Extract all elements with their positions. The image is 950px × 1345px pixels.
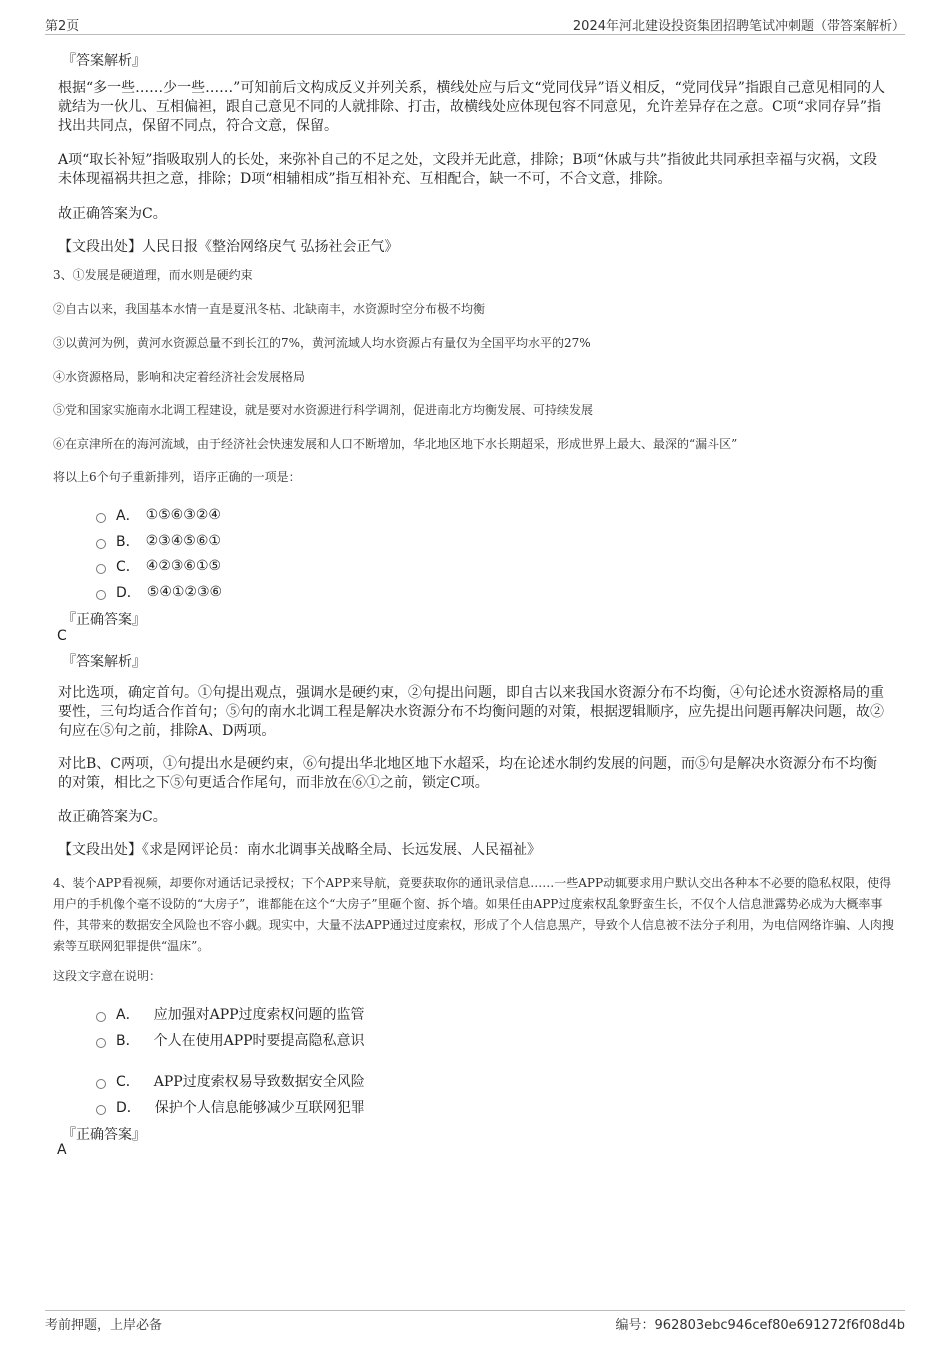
q2-conclusion: 故正确答案为C。 [58,206,167,222]
header-divider [45,34,905,35]
q2-analysis-paragraph-2: A项“取长补短”指吸取别人的长处，来弥补自己的不足之处，文段并无此意，排除；B项“休戚与共”指彼此共同承担幸福与灾祸，文段未体现福祸共担之意，排除；D项“相辅相成”指互相补充、互相配合，缺一不可，不合文意，排除。 [58,152,878,187]
footer-document-id: 编号：962803ebc946cef80e691272f6f08d4b [615,1318,905,1333]
q3-analysis-paragraph-2: 对比B、C两项，①句提出水是硬约束，⑥句提出华北地区地下水超采，均在论述水制约发展的问题，而⑤句是解决水资源分布不均衡的对策，相比之下⑤句更适合作尾句，而非放在⑥①之前，锁定C项。 [58,756,877,791]
q3-prompt: 将以上6个句子重新排列，语序正确的一项是： [53,470,301,484]
radio-icon[interactable] [96,1038,106,1048]
q3-conclusion: 故正确答案为C。 [58,809,167,825]
document-title: 2024年河北建设投资集团招聘笔试冲刺题（带答案解析） [572,19,905,34]
page-number: 第2页 [45,19,80,34]
q3-option-d[interactable]: D． ⑤④①②③⑥ [96,582,222,602]
q3-sentence-2: ②自古以来，我国基本水情一直是夏汛冬枯、北缺南丰，水资源时空分布极不均衡 [53,302,486,316]
q3-sentence-6: ⑥在京津所在的海河流域，由于经济社会快速发展和人口不断增加，华北地区地下水长期超采，形成世界上最大、最深的“漏斗区” [53,437,738,451]
q3-sentence-1: 3、①发展是硬道理，而水则是硬约束 [53,268,253,282]
q3-analysis-tag: 『答案解析』 [62,654,146,670]
q4-option-d[interactable]: D． 保护个人信息能够减少互联网犯罪 [96,1097,365,1117]
q4-option-a[interactable]: A． 应加强对APP过度索权问题的监管 [96,1004,365,1024]
q4-answer: A [57,1142,67,1158]
q3-source: 【文段出处】《求是网评论员：南水北调事关战略全局、长远发展、人民福祉》 [58,842,541,858]
footer-slogan: 考前押题，上岸必备 [45,1318,163,1333]
radio-icon[interactable] [96,590,106,600]
q4-option-b[interactable]: B． 个人在使用APP时要提高隐私意识 [96,1030,365,1050]
q4-answer-tag: 『正确答案』 [62,1127,146,1143]
radio-icon[interactable] [96,539,106,549]
q3-answer-tag: 『正确答案』 [62,612,146,628]
radio-icon[interactable] [96,1105,106,1115]
radio-icon[interactable] [96,564,106,574]
q3-option-c[interactable]: C． ④②③⑥①⑤ [96,556,221,576]
radio-icon[interactable] [96,1012,106,1022]
q3-answer: C [57,628,67,644]
radio-icon[interactable] [96,1079,106,1089]
q3-sentence-4: ④水资源格局，影响和决定着经济社会发展格局 [53,370,306,384]
q2-analysis-paragraph-1: 根据“多一些……少一些……”可知前后文构成反义并列关系，横线处应与后文“党同伐异”语义相反，“党同伐异”指跟自己意见相同的人就结为一伙儿、互相偏袒，跟自己意见不同的人就排除、打击，故横线处应体现包容不同意见，允许差异存在之意。C项“求同存异”指找出共同点，保留不同点，符合文意，保留。 [58,80,885,134]
q2-source: 【文段出处】人民日报《整治网络戾气 弘扬社会正气》 [58,239,399,255]
q4-stem: 4、装个APP看视频，却要你对通话记录授权；下个APP来导航，竟要获取你的通讯录信息……一些APP动辄要求用户默认交出各种本不必要的隐私权限，使得用户的手机像个毫不设防的“大房子”，谁都能在这个“大房子”里砸个窗、拆个墙。如果任由APP过度索权乱象野蛮生长，不仅个人信息泄露势必成为大概率事件，其带来的数据安全风险也不容小觑。现实中，大量不法APP通过过度索权，形成了个人信息黑产，导致个人信息被不法分子利用，为电信网络诈骗、人肉搜索等互联网犯罪提供“温床”。 [53,876,894,953]
radio-icon[interactable] [96,513,106,523]
q3-option-b[interactable]: B． ②③④⑤⑥① [96,531,221,551]
q3-sentence-3: ③以黄河为例，黄河水资源总量不到长江的7%，黄河流域人均水资源占有量仅为全国平均水平的27% [53,336,591,350]
q2-analysis-tag: 『答案解析』 [62,53,146,69]
q4-prompt: 这段文字意在说明： [53,969,162,983]
q3-option-a[interactable]: A． ①⑤⑥③②④ [96,505,221,525]
q4-option-c[interactable]: C． APP过度索权易导致数据安全风险 [96,1071,365,1091]
q3-analysis-paragraph-1: 对比选项，确定首句。①句提出观点，强调水是硬约束，②句提出问题，即自古以来我国水资源分布不均衡，④句论述水资源格局的重要性，三句均适合作首句；⑤句的南水北调工程是解决水资源分布不均衡问题的对策，根据逻辑顺序，应先提出问题再解决问题，故②句应在⑤句之前，排除A、D两项。 [58,685,884,739]
footer-divider [45,1310,905,1311]
q3-sentence-5: ⑤党和国家实施南水北调工程建设，就是要对水资源进行科学调剂，促进南北方均衡发展、可持续发展 [53,403,594,417]
